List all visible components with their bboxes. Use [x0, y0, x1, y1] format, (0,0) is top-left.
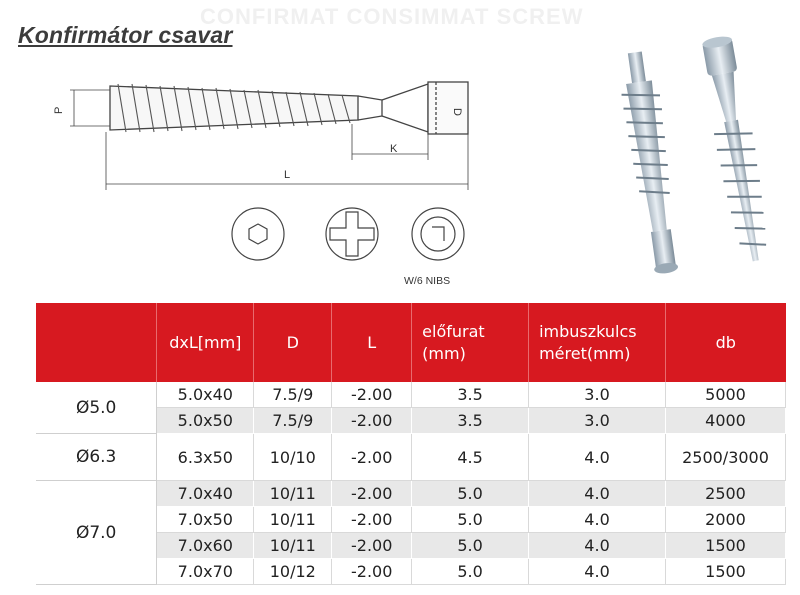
- screw-product-photo: [615, 30, 790, 285]
- header-hex-line2: méret(mm): [539, 343, 631, 363]
- cross-socket-icon: [326, 208, 378, 260]
- cell-qty: 1500: [666, 559, 786, 585]
- cell-l: -2.00: [332, 408, 412, 434]
- cell-hex: 4.0: [529, 533, 666, 559]
- cell-dxl: 7.0x50: [157, 507, 254, 533]
- cell-hex: 4.0: [529, 434, 666, 481]
- cell-d: 10/10: [254, 434, 332, 481]
- cell-hex: 4.0: [529, 507, 666, 533]
- cell-predrill: 4.5: [412, 434, 529, 481]
- header-predrill-line2: (mm): [422, 343, 466, 363]
- dimension-label-k: K: [390, 143, 398, 155]
- screw-photo-right: [698, 34, 775, 264]
- background-watermark-text: CONFIRMAT CONSIMMAT SCREW: [200, 4, 584, 29]
- cell-qty: 4000: [666, 408, 786, 434]
- nibs-caption: W/6 NIBS: [404, 275, 451, 287]
- cell-l: -2.00: [332, 481, 412, 507]
- cell-dxl: 7.0x70: [157, 559, 254, 585]
- cell-l: -2.00: [332, 434, 412, 481]
- header-hex-line1: imbuszkulcs: [539, 321, 637, 341]
- cell-d: 10/11: [254, 481, 332, 507]
- page-title: Konfirmátor csavar: [18, 22, 233, 48]
- group-label: Ø6.3: [36, 434, 157, 481]
- header-predrill: [412, 303, 529, 382]
- nibs-head-icon: [412, 208, 464, 260]
- table-row: [36, 382, 786, 408]
- cell-predrill: 5.0: [412, 533, 529, 559]
- cell-predrill: 3.5: [412, 382, 529, 408]
- cell-hex: 4.0: [529, 559, 666, 585]
- cell-qty: 1500: [666, 533, 786, 559]
- cell-predrill: 3.5: [412, 408, 529, 434]
- spec-table: [36, 303, 786, 585]
- table-row: [36, 481, 786, 507]
- header-dxl: dxL[mm]: [157, 303, 254, 382]
- cell-hex: 3.0: [529, 382, 666, 408]
- cell-dxl: 5.0x50: [157, 408, 254, 434]
- cell-qty: 2000: [666, 507, 786, 533]
- cell-dxl: 7.0x60: [157, 533, 254, 559]
- cell-l: -2.00: [332, 533, 412, 559]
- cell-predrill: 5.0: [412, 559, 529, 585]
- cell-d: 10/11: [254, 533, 332, 559]
- dimension-label-d: D: [451, 108, 463, 116]
- cell-predrill: 5.0: [412, 507, 529, 533]
- cell-qty: 5000: [666, 382, 786, 408]
- cell-d: 10/12: [254, 559, 332, 585]
- cell-dxl: 5.0x40: [157, 382, 254, 408]
- cell-l: -2.00: [332, 382, 412, 408]
- header-l: L: [332, 303, 412, 382]
- screw-side-view: [70, 82, 468, 190]
- cell-dxl: 7.0x40: [157, 481, 254, 507]
- cell-l: -2.00: [332, 507, 412, 533]
- header-predrill-line1: előfurat: [422, 321, 485, 341]
- cell-hex: 4.0: [529, 481, 666, 507]
- header-hex-key: [529, 303, 666, 382]
- screw-photo-left: [616, 50, 685, 276]
- cell-qty: 2500/3000: [666, 434, 786, 481]
- cell-d: 7.5/9: [254, 408, 332, 434]
- group-label: Ø7.0: [36, 481, 157, 585]
- screw-technical-drawing: [40, 62, 490, 292]
- cell-dxl: 6.3x50: [157, 434, 254, 481]
- hex-socket-icon: [232, 208, 284, 260]
- cell-d: 10/11: [254, 507, 332, 533]
- header-d: D: [254, 303, 332, 382]
- header-qty: db: [666, 303, 786, 382]
- cell-predrill: 5.0: [412, 481, 529, 507]
- dimension-label-p: P: [53, 106, 65, 114]
- cell-d: 7.5/9: [254, 382, 332, 408]
- table-header-row: [36, 303, 786, 382]
- cell-hex: 3.0: [529, 408, 666, 434]
- group-label: Ø5.0: [36, 382, 157, 434]
- cell-qty: 2500: [666, 481, 786, 507]
- header-corner-cell: [36, 303, 157, 382]
- dimension-label-l: L: [284, 169, 291, 181]
- cell-l: -2.00: [332, 559, 412, 585]
- table-row: [36, 434, 786, 481]
